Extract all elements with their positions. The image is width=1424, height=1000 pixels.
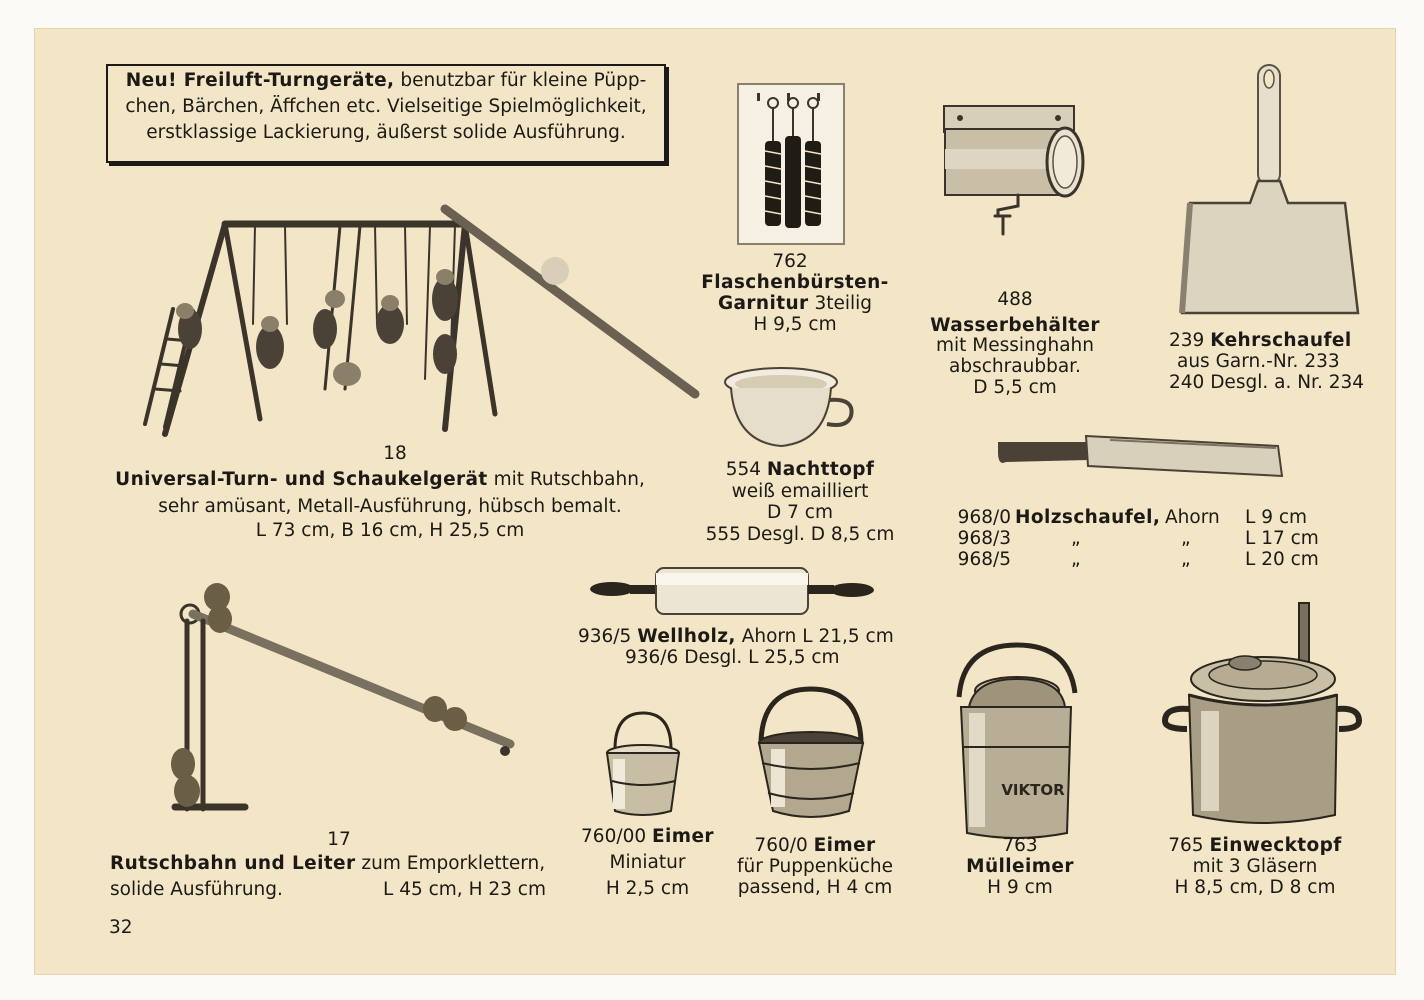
rollingpin-alt: 936/6 Desgl. L 25,5 cm: [625, 647, 840, 668]
preserving-pot-illustration: [1155, 599, 1365, 829]
pot-name: Einwecktopf: [1209, 835, 1342, 856]
swing-title-line: [95, 469, 665, 490]
swing-dims: L 73 cm, B 16 cm, H 25,5 cm: [255, 520, 525, 541]
intro-bold: Neu! Freiluft-Turngeräte,: [125, 70, 395, 91]
pot-title-line: [1150, 835, 1360, 856]
trash-bin-label: VIKTOR: [1001, 781, 1065, 799]
bucket-illustration: [747, 683, 877, 823]
scoop-name-2: „: [1071, 549, 1081, 570]
bucket-desc-1: für Puppenküche: [736, 856, 894, 877]
water-dims: D 5,5 cm: [973, 377, 1057, 398]
swing-name: Universal-Turn- und Schaukelgerät: [115, 469, 488, 490]
scoop-number-1: 968/3: [957, 528, 1011, 549]
slide-ladder-illustration: [135, 569, 525, 829]
potty-name: Nachttopf: [766, 459, 875, 480]
bucket-name: Eimer: [813, 835, 876, 856]
scoop-wood-1: „: [1181, 528, 1191, 549]
rolling-pin-illustration: [590, 563, 875, 623]
brush-number: 762: [772, 251, 808, 272]
slide-desc-2: solide Ausführung.: [110, 879, 283, 900]
brush-title-line: [695, 293, 895, 314]
dustpan-name: Kehrschaufel: [1210, 330, 1352, 351]
slide-title-line: [110, 853, 545, 874]
intro-box: [106, 64, 666, 163]
rollingpin-number: 936/5: [578, 626, 632, 647]
brush-name-1: [695, 272, 895, 293]
potty-title-line: [695, 459, 905, 480]
bucket-desc-2: passend, H 4 cm: [737, 877, 893, 898]
scoop-wood-2: „: [1181, 549, 1191, 570]
water-container-illustration: [930, 104, 1100, 244]
slide-desc-1: zum Emporklettern,: [361, 853, 546, 874]
bin-number: 763: [1002, 835, 1038, 856]
scoop-name-1: „: [1071, 528, 1081, 549]
bucket-number: 760/0: [754, 835, 808, 856]
scoop-dims-0: L 9 cm: [1245, 507, 1308, 528]
scoop-wood-0: Ahorn: [1165, 507, 1220, 528]
potty-dims: D 7 cm: [767, 502, 833, 523]
small-bucket-desc: Miniatur: [609, 852, 686, 873]
potty-desc: weiß emailliert: [731, 481, 869, 502]
scoop-dims-2: L 20 cm: [1245, 549, 1319, 570]
dustpan-number: 239: [1169, 330, 1205, 351]
small-bucket-number: 760/00: [581, 826, 647, 847]
potty-alt: 555 Desgl. D 8,5 cm: [705, 524, 895, 545]
water-name: [915, 315, 1115, 336]
slide-number: 17: [327, 829, 351, 850]
brush-desc: 3teilig: [814, 293, 873, 314]
scoop-name-0-text: Holzschaufel,: [1015, 507, 1161, 528]
pot-desc: mit 3 Gläsern: [1192, 856, 1318, 877]
water-name-text: Wasserbehälter: [930, 315, 1100, 336]
dustpan-alt: 240 Desgl. a. Nr. 234: [1169, 372, 1365, 393]
brush-name-1-text: Flaschenbürsten-: [701, 272, 889, 293]
page-number: 32: [109, 917, 133, 938]
brush-set-illustration: [735, 81, 847, 247]
potty-illustration: [721, 364, 861, 464]
swing-desc-1: mit Rutschbahn,: [493, 469, 645, 490]
rollingpin-title-line: [578, 626, 894, 647]
water-number: 488: [997, 289, 1033, 310]
scoop-number-2: 968/5: [957, 549, 1011, 570]
bin-name-text: Mülleimer: [966, 856, 1074, 877]
dustpan-illustration: [1180, 63, 1360, 319]
bucket-title-line: [735, 835, 895, 856]
scoop-dims-1: L 17 cm: [1245, 528, 1319, 549]
potty-number: 554: [725, 459, 761, 480]
scoop-number-0: 968/0: [957, 507, 1011, 528]
slide-dims: L 45 cm, H 23 cm: [383, 879, 546, 900]
swing-number: 18: [383, 443, 407, 464]
swing-set-illustration: [125, 199, 705, 439]
small-bucket-dims: H 2,5 cm: [605, 878, 690, 899]
brush-dims: H 9,5 cm: [753, 314, 837, 335]
small-bucket-illustration: [599, 709, 689, 819]
slide-name: Rutschbahn und Leiter: [110, 853, 356, 874]
intro-line-2: chen, Bärchen, Äffchen etc. Vielseitige Spielmöglichkeit,: [125, 96, 647, 117]
pot-number: 765: [1168, 835, 1204, 856]
dustpan-title-line: [1169, 330, 1352, 351]
rollingpin-desc: Ahorn L 21,5 cm: [741, 626, 894, 647]
dustpan-desc: aus Garn.-Nr. 233: [1177, 351, 1340, 372]
catalog-page: [34, 28, 1396, 975]
small-bucket-name: Eimer: [652, 826, 714, 847]
intro-text: benutzbar für kleine Püpp-: [400, 70, 647, 91]
small-bucket-title-line: [565, 826, 730, 847]
brush-name-2: Garnitur: [717, 293, 809, 314]
wooden-scoop-illustration: [990, 432, 1290, 482]
bin-dims: H 9 cm: [987, 877, 1053, 898]
pot-dims: H 8,5 cm, D 8 cm: [1174, 877, 1336, 898]
bin-name: [945, 856, 1095, 877]
water-desc-2: abschraubbar.: [949, 356, 1081, 377]
trash-bin-illustration: [945, 639, 1095, 839]
intro-line-3: erstklassige Lackierung, äußerst solide Ausführung.: [146, 122, 626, 143]
water-desc-1: mit Messinghahn: [935, 335, 1095, 356]
scoop-name-0: [1015, 507, 1160, 528]
swing-desc-2: sehr amüsant, Metall-Ausführung, hübsch bemalt.: [158, 496, 622, 517]
rollingpin-name: Wellholz,: [637, 626, 736, 647]
